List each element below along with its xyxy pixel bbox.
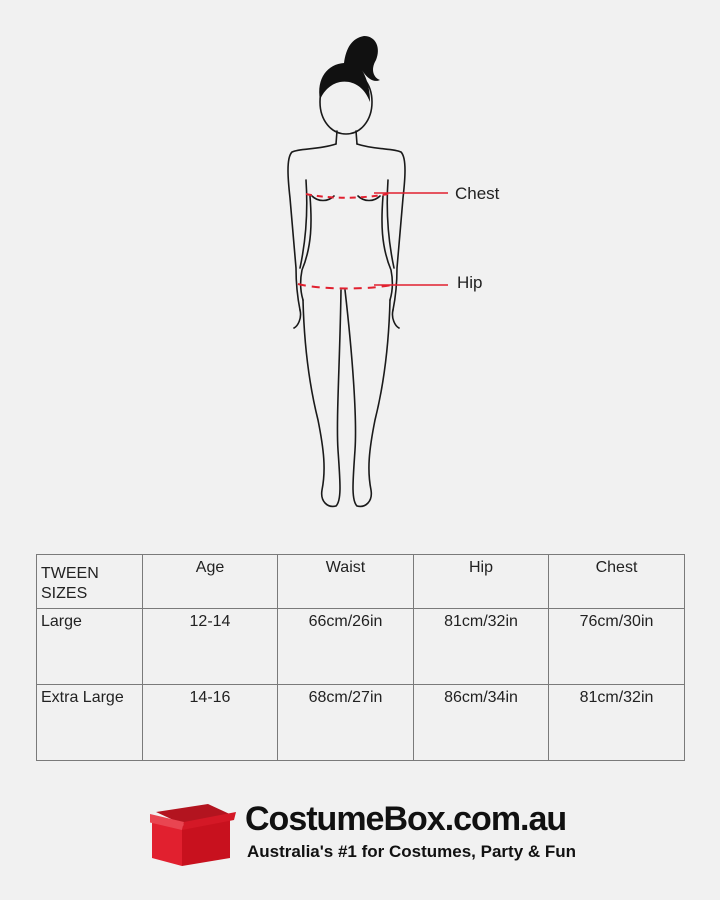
chest-value: 81cm/32in bbox=[549, 685, 685, 761]
leg-right-outline bbox=[345, 290, 390, 506]
table-header-row bbox=[37, 555, 685, 609]
age-value: 14-16 bbox=[143, 685, 278, 761]
column-header-age: Age bbox=[143, 555, 278, 609]
red-box-icon bbox=[150, 800, 236, 870]
hip-value: 86cm/34in bbox=[414, 685, 549, 761]
brand-logo bbox=[150, 800, 580, 870]
waist-value: 68cm/27in bbox=[278, 685, 414, 761]
column-header-chest: Chest bbox=[549, 555, 685, 609]
brand-name: CostumeBox.com.au bbox=[245, 800, 567, 838]
waist-value: 66cm/26in bbox=[278, 609, 414, 685]
table-row bbox=[37, 685, 685, 761]
age-value: 12-14 bbox=[143, 609, 278, 685]
column-header-hip: Hip bbox=[414, 555, 549, 609]
size-name: Large bbox=[37, 609, 143, 685]
hip-measurement bbox=[298, 284, 448, 289]
table-row bbox=[37, 609, 685, 685]
leg-left-outline bbox=[303, 290, 341, 506]
hip-value: 81cm/32in bbox=[414, 609, 549, 685]
size-name: Extra Large bbox=[37, 685, 143, 761]
column-header-waist: Waist bbox=[278, 555, 414, 609]
chest-measurement bbox=[306, 193, 448, 198]
hip-label: Hip bbox=[457, 273, 483, 292]
torso-outline bbox=[288, 144, 336, 310]
brand-tagline: Australia's #1 for Costumes, Party & Fun bbox=[247, 842, 577, 861]
corner-header: TWEEN SIZES bbox=[37, 555, 143, 609]
size-chart-table bbox=[36, 554, 685, 761]
chest-label: Chest bbox=[455, 184, 500, 203]
chest-value: 76cm/30in bbox=[549, 609, 685, 685]
